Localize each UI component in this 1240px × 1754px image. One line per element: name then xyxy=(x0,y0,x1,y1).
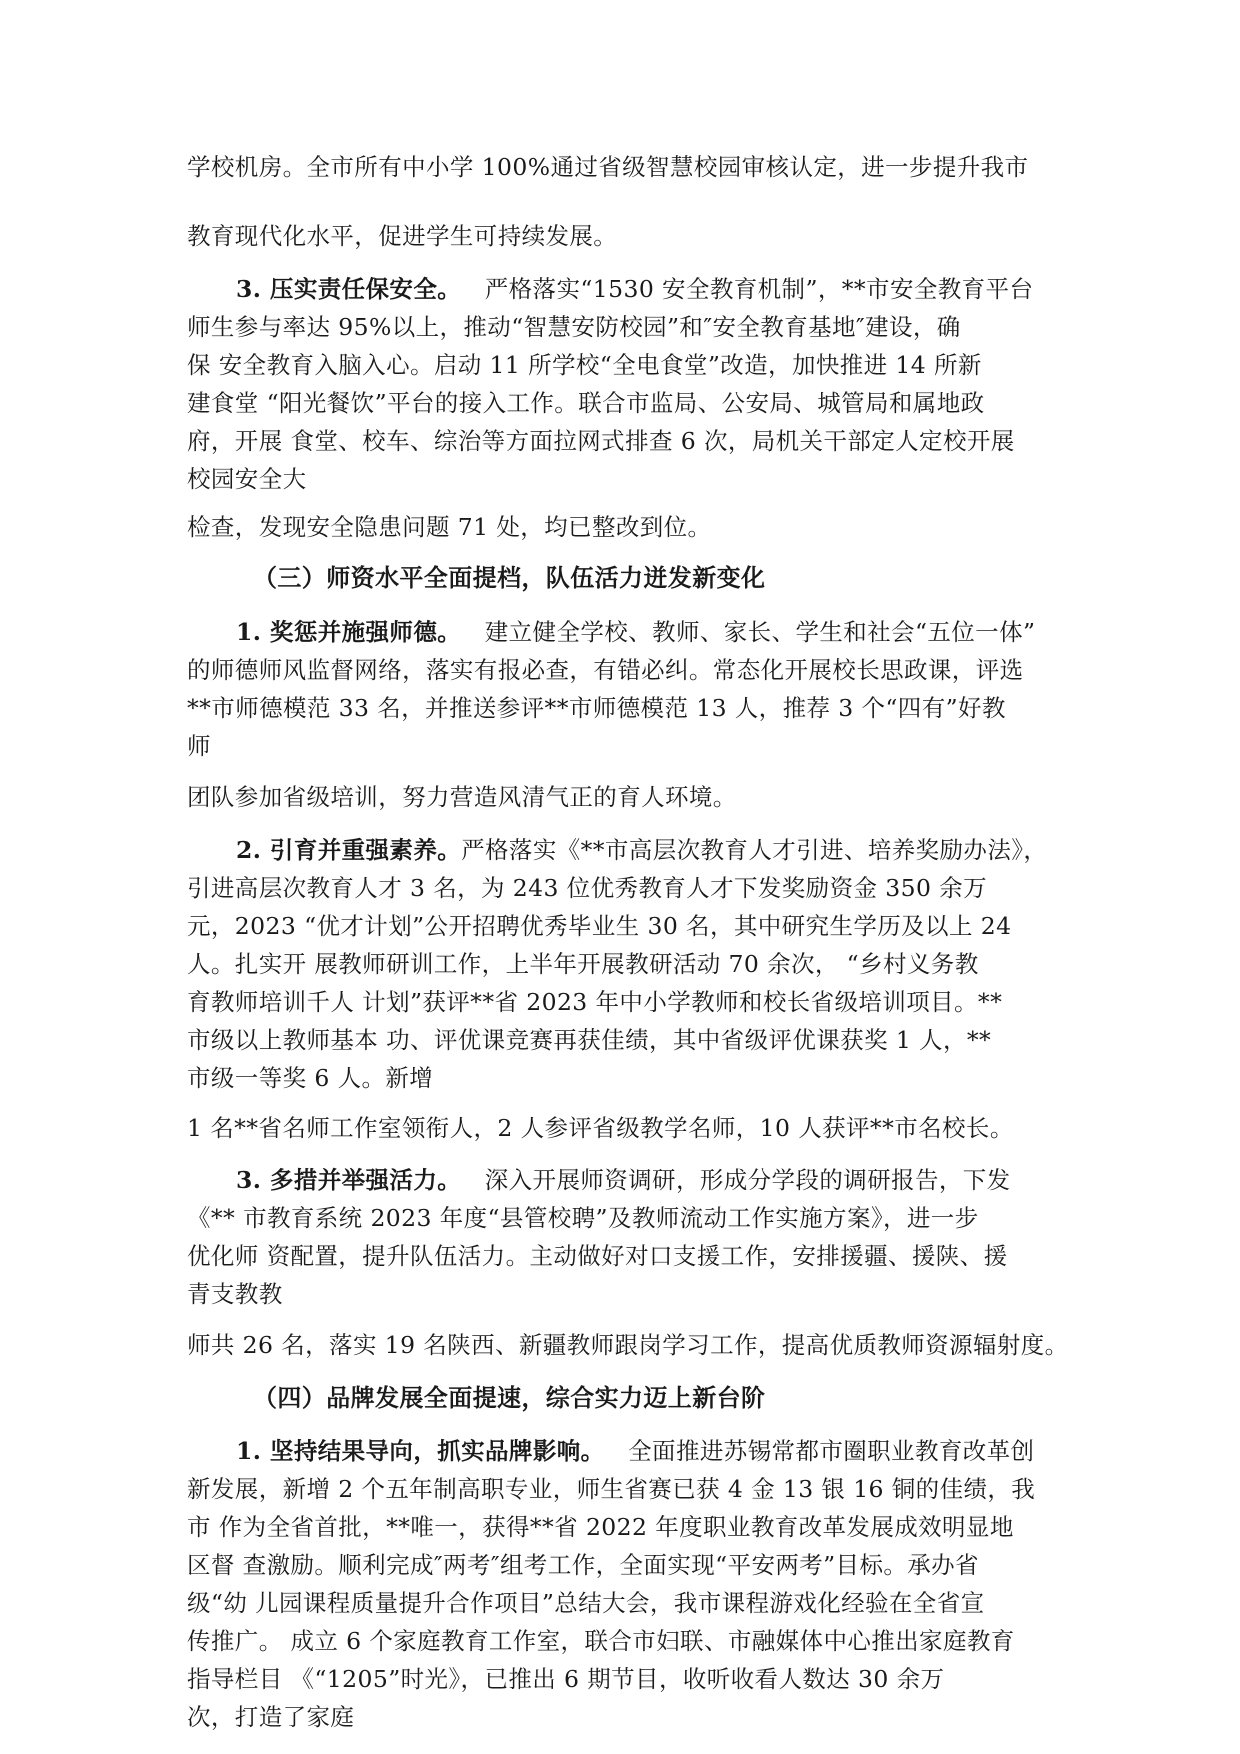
text-line: 学校机房。全市所有中小学 100%通过省级智慧校园审核认定，进一步提升我市 xyxy=(187,153,1029,181)
text-line: 师 xyxy=(187,732,211,760)
text-line: 青支教教 xyxy=(187,1280,283,1308)
text-line: 指导栏目 《“1205”时光》，已推出 6 期节目，收听收看人数达 30 余万 xyxy=(187,1665,945,1693)
paragraph-1-ethics xyxy=(236,616,1116,648)
text-line: 建立健全学校、教师、家长、学生和社会“五位一体” xyxy=(484,618,1036,646)
text-line: 保 安全教育入脑入心。启动 11 所学校“全电食堂”改造，加快推进 14 所新 xyxy=(187,351,982,379)
text-line: 教育现代化水平，促进学生可持续发展。 xyxy=(187,222,618,250)
text-line: 《** 市教育系统 2023 年度“县管校聘”及教师流动工作实施方案》，进一步 xyxy=(187,1204,979,1232)
text-line: 人。扎实开 展教师研训工作，上半年开展教研活动 70 余次， “乡村义务教 xyxy=(187,950,979,978)
section-heading-3: （三）师资水平全面提档，队伍活力迸发新变化 xyxy=(253,563,766,592)
paragraph-3-vitality xyxy=(236,1164,1116,1196)
paragraph-1-brand xyxy=(236,1435,1116,1467)
item-heading: 1. 奖惩并施强师德。 xyxy=(236,618,462,646)
text-line: 次，打造了家庭 xyxy=(187,1703,355,1731)
text-line: 深入开展师资调研，形成分学段的调研报告，下发 xyxy=(484,1166,1011,1194)
text-line: 级“幼 儿园课程质量提升合作项目”总结大会，我市课程游戏化经验在全省宣 xyxy=(187,1589,985,1617)
text-line: 新发展，新增 2 个五年制高职专业，师生省赛已获 4 金 13 银 16 铜的佳绩，我 xyxy=(187,1475,1036,1503)
text-line: 传推广。 成立 6 个家庭教育工作室，联合市妇联、市融媒体中心推出家庭教育 xyxy=(187,1627,1015,1655)
text-line: **市师德模范 33 名，并推送参评**市师德模范 13 人，推荐 3 个“四有”好教 xyxy=(187,694,1006,722)
text-line: 师生参与率达 95%以上，推动“智慧安防校园”和″安全教育基地″建设，确 xyxy=(187,313,961,341)
text-line: 建食堂 “阳光餐饮”平台的接入工作。联合市监局、公安局、城管局和属地政 xyxy=(187,389,985,417)
text-line: 府，开展 食堂、校车、综治等方面拉网式排查 6 次，局机关干部定人定校开展 xyxy=(187,427,1015,455)
text-line: 校园安全大 xyxy=(187,465,307,493)
text-line: 区督 查激励。顺利完成″两考″组考工作，全面实现“平安两考”目标。承办省 xyxy=(187,1551,979,1579)
text-line: 师共 26 名，落实 19 名陕西、新疆教师跟岗学习工作，提高优质教师资源辐射度。 xyxy=(187,1331,1069,1359)
text-line: 市级一等奖 6 人。新增 xyxy=(187,1064,434,1092)
text-line: 引进高层次教育人才 3 名，为 243 位优秀教育人才下发奖励资金 350 余万 xyxy=(187,874,987,902)
text-line: 的师德师风监督网络，落实有报必查，有错必纠。常态化开展校长思政课，评选 xyxy=(187,656,1024,684)
text-line: 市 作为全省首批，**唯一，获得**省 2022 年度职业教育改革发展成效明显地 xyxy=(187,1513,1014,1541)
paragraph-2-talent xyxy=(236,834,1116,866)
text-line: 团队参加省级培训，努力营造风清气正的育人环境。 xyxy=(187,783,737,811)
text-line: 严格落实“1530 安全教育机制”，**市安全教育平台 xyxy=(484,275,1034,303)
text-line: 元，2023 “优才计划”公开招聘优秀毕业生 30 名，其中研究生学历及以上 24 xyxy=(187,912,1012,940)
paragraph-3-safety xyxy=(236,273,1116,305)
text-line: 优化师 资配置，提升队伍活力。主动做好对口支援工作，安排援疆、援陕、援 xyxy=(187,1242,1008,1270)
item-heading: 3. 多措并举强活力。 xyxy=(236,1166,462,1194)
item-heading: 1. 坚持结果导向，抓实品牌影响。 xyxy=(236,1437,605,1465)
text-line: 市级以上教师基本 功、评优课竞赛再获佳绩，其中省级评优课获奖 1 人，** xyxy=(187,1026,992,1054)
text-line: 1 名**省名师工作室领衔人，2 人参评省级教学名师，10 人获评**市名校长。 xyxy=(187,1114,1014,1142)
text-line: 严格落实《**市高层次教育人才引进、培养奖励办法》， xyxy=(461,836,1048,864)
section-heading-4: （四）品牌发展全面提速，综合实力迈上新台阶 xyxy=(253,1383,766,1412)
text-line: 检查，发现安全隐患问题 71 处，均已整改到位。 xyxy=(187,513,712,541)
item-heading: 3. 压实责任保安全。 xyxy=(236,275,462,303)
text-line: 育教师培训千人 计划”获评**省 2023 年中小学教师和校长省级培训项目。** xyxy=(187,988,1003,1016)
item-heading: 2. 引育并重强素养。 xyxy=(236,836,462,864)
text-line: 全面推进苏锡常都市圈职业教育改革创 xyxy=(628,1437,1035,1465)
